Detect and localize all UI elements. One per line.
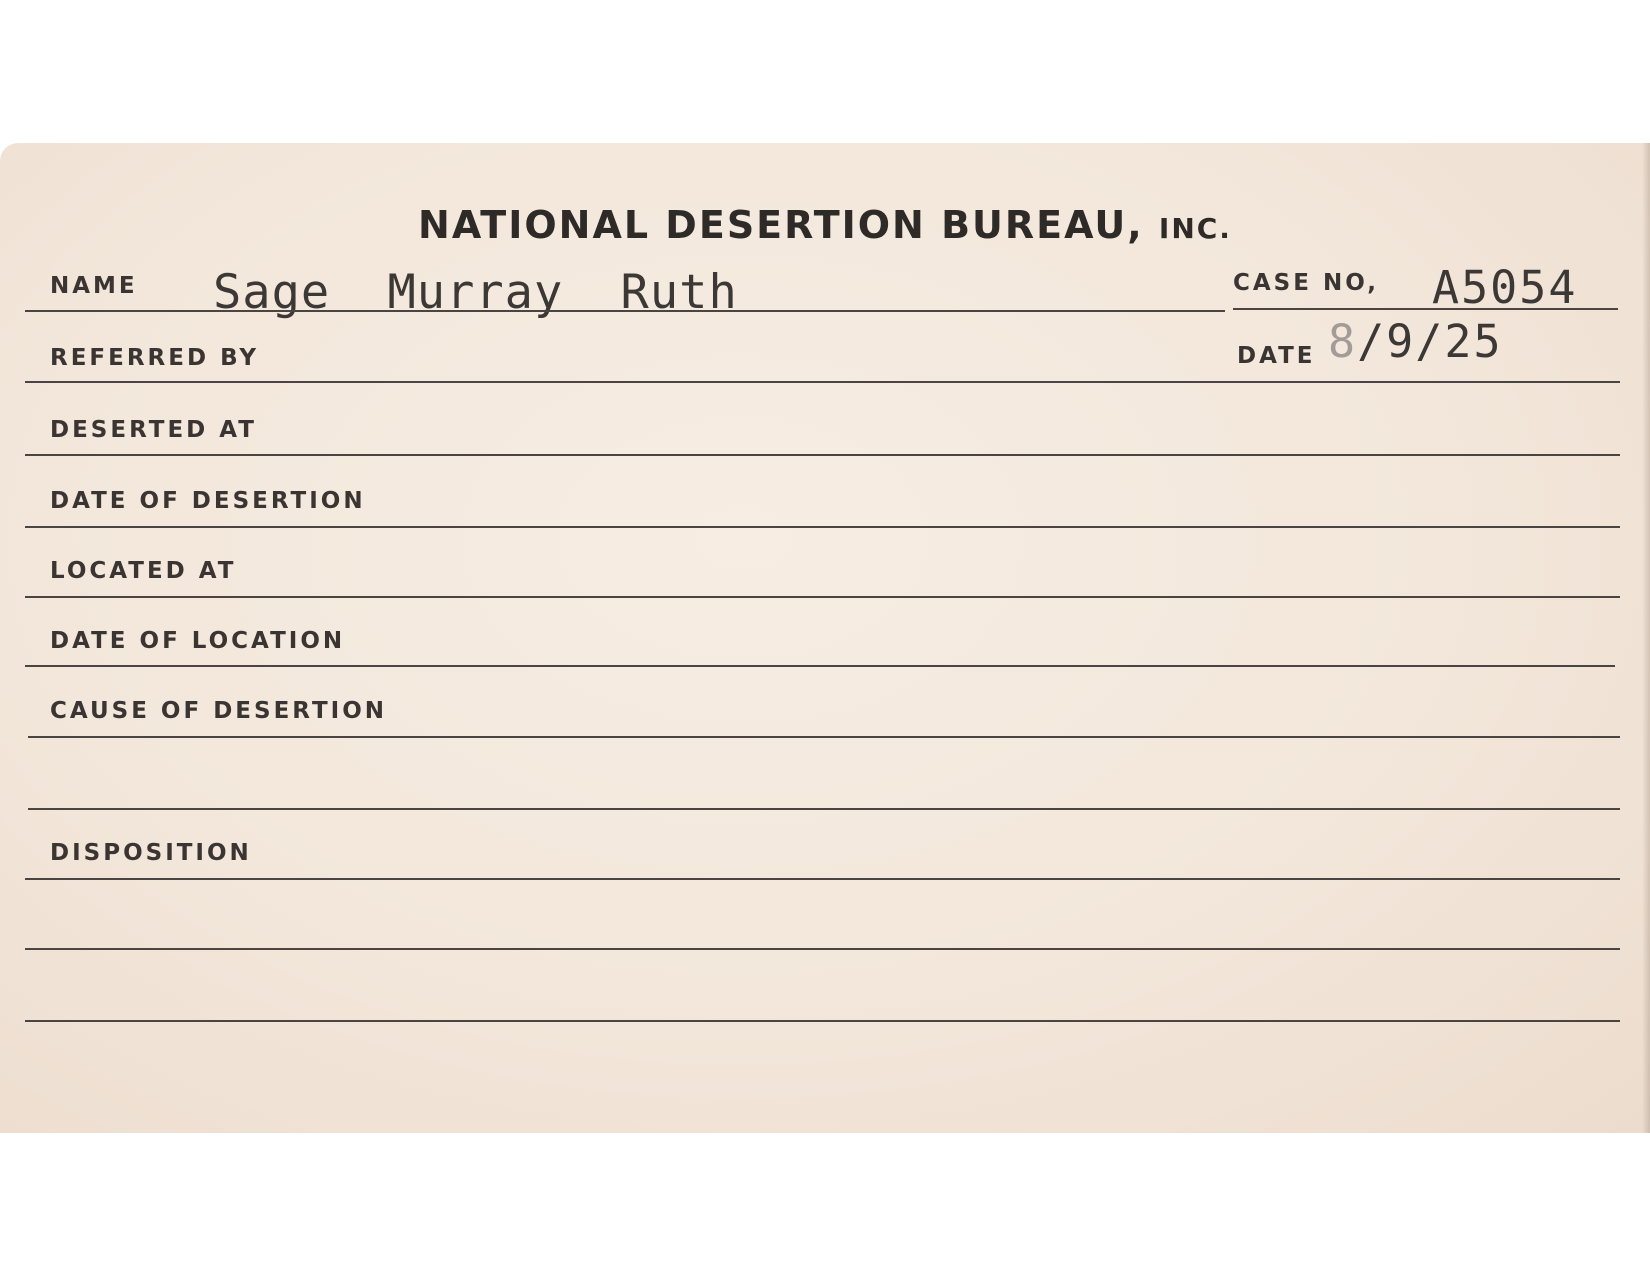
located-at-label: LOCATED AT xyxy=(50,558,237,584)
located-at-rule xyxy=(25,596,1620,598)
cause-continuation-rule xyxy=(28,808,1620,810)
name-rule xyxy=(25,310,1225,312)
date-of-desertion-rule xyxy=(25,526,1620,528)
disposition-label: DISPOSITION xyxy=(50,840,252,866)
card-title xyxy=(0,203,1650,247)
cause-of-desertion-rule xyxy=(28,736,1620,738)
referred-by-rule xyxy=(25,381,1620,383)
disposition-continuation-rule-2 xyxy=(25,1020,1620,1022)
case-number-rule xyxy=(1233,308,1618,310)
referred-by-label: REFERRED BY xyxy=(50,345,260,371)
card-edge-shadow xyxy=(1642,143,1650,1133)
case-number-value: A5054 xyxy=(1432,261,1578,314)
disposition-rule xyxy=(25,878,1620,880)
card-title-main: NATIONAL DESERTION BUREAU, xyxy=(418,203,1144,247)
date-of-location-rule xyxy=(25,665,1615,667)
deserted-at-label: DESERTED AT xyxy=(50,417,257,443)
case-number-label: CASE NO, xyxy=(1233,270,1379,296)
name-value: Sage Murray Ruth xyxy=(213,265,738,320)
card-title-suffix: INC. xyxy=(1158,212,1232,245)
date-value xyxy=(1328,315,1503,368)
date-value-rest: /9/25 xyxy=(1357,315,1503,368)
deserted-at-rule xyxy=(25,454,1620,456)
index-card xyxy=(0,143,1650,1133)
name-label: NAME xyxy=(50,273,138,299)
date-value-faint-digit: 8 xyxy=(1328,315,1358,368)
disposition-continuation-rule-1 xyxy=(25,948,1620,950)
date-of-desertion-label: DATE OF DESERTION xyxy=(50,488,366,514)
cause-of-desertion-label: CAUSE OF DESERTION xyxy=(50,698,388,724)
date-of-location-label: DATE OF LOCATION xyxy=(50,628,346,654)
date-label: DATE xyxy=(1237,343,1316,369)
